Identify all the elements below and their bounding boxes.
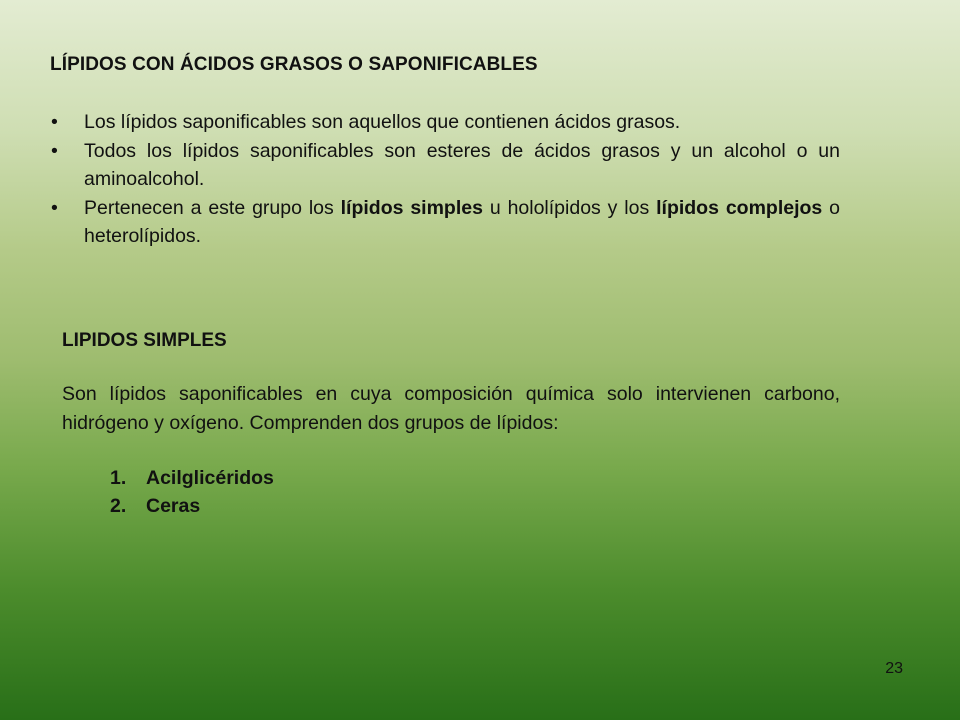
bullet-text-part: o heterolípidos. — [84, 196, 840, 247]
slide-title: LÍPIDOS CON ÁCIDOS GRASOS O SAPONIFICABLES — [50, 54, 538, 75]
simple-lipids-section — [62, 328, 840, 520]
item-label: Acilglicéridos — [146, 467, 274, 489]
intro-section — [50, 52, 840, 251]
bullet-icon: • — [51, 139, 58, 162]
section-paragraph: Son lípidos saponificables en cuya composición química solo intervienen carbono, hidrógeno y oxígeno. Comprenden dos grupos de lípidos: — [62, 383, 840, 434]
bullet-item — [50, 108, 840, 137]
bullet-list — [50, 108, 840, 251]
item-number: 2. — [110, 495, 127, 517]
item-number: 1. — [110, 467, 127, 489]
page-number: 23 — [885, 660, 903, 677]
bullet-bold-term: lípidos simples — [340, 196, 483, 219]
bullet-bold-term: lípidos complejos — [656, 196, 823, 219]
bullet-text: Los lípidos saponificables son aquellos que contienen ácidos grasos. — [84, 111, 681, 133]
numbered-list — [62, 464, 840, 520]
bullet-item — [50, 137, 840, 194]
bullet-icon: • — [51, 196, 58, 219]
bullet-icon: • — [51, 111, 58, 133]
bullet-item — [50, 194, 840, 251]
numbered-item — [62, 464, 840, 492]
item-label: Ceras — [146, 495, 201, 517]
numbered-item — [62, 492, 840, 520]
bullet-text: Todos los lípidos saponificables son esteres de ácidos grasos y un alcohol o un aminoalcohol. — [84, 139, 840, 190]
section-title: LIPIDOS SIMPLES — [62, 330, 227, 351]
bullet-text-part: Pertenecen a este grupo los — [84, 196, 341, 219]
bullet-text-part: u hololípidos y los — [482, 196, 657, 219]
